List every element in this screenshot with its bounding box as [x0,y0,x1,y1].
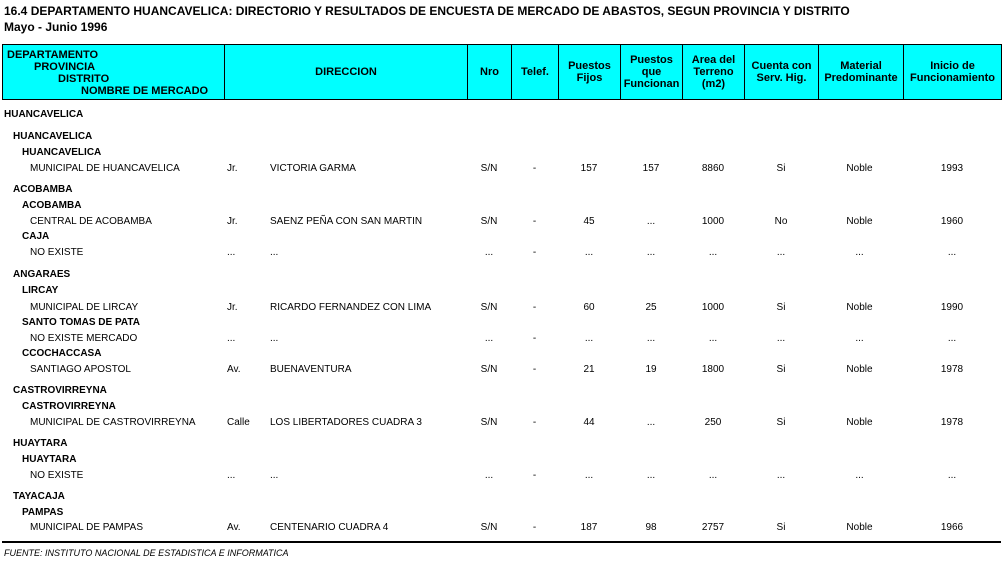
header-distrito: DISTRITO [58,73,110,85]
nro-cell: S/N [480,417,498,428]
puestos-fijos-cell: 157 [580,163,598,174]
cuenta-cell: Si [776,302,786,313]
via-type: Jr. [227,163,238,174]
puestos-funcionan-cell: 19 [645,364,657,375]
via-type: Calle [227,417,250,428]
area-cell: ... [708,333,718,344]
inicio-cell: 1993 [940,163,964,174]
direccion-cell: BUENAVENTURA [270,364,352,375]
header-nro: Nro [468,45,512,100]
header-inicio [904,45,1002,100]
header-line: Funcionan [623,78,680,90]
via-type: Av. [227,364,241,375]
material-cell: Noble [846,216,873,227]
material-cell: Noble [846,522,873,533]
distrito-name: ACOBAMBA [22,200,82,211]
telef-cell: - [532,364,537,375]
market-name: SANTIAGO APOSTOL [30,364,131,375]
via-type: ... [227,333,236,344]
header-hierarchy [3,45,225,100]
direccion-cell: ... [270,470,279,481]
distrito-name: HUANCAVELICA [22,147,102,158]
area-cell: 250 [704,417,722,428]
puestos-funcionan-cell: 157 [642,163,660,174]
material-cell: Noble [846,302,873,313]
cuenta-cell: Si [776,163,786,174]
puestos-funcionan-cell: ... [646,470,656,481]
nro-cell: S/N [480,163,498,174]
puestos-funcionan-cell: 98 [645,522,657,533]
puestos-fijos-cell: ... [584,333,594,344]
telef-cell: - [532,522,537,533]
puestos-fijos-cell: 21 [583,364,595,375]
header-line: Cuenta con [751,60,812,72]
inicio-cell: ... [947,470,957,481]
puestos-fijos-cell: 44 [583,417,595,428]
dist-row [0,347,1002,361]
dist-row [0,506,1002,520]
prov-row [0,437,1002,451]
material-cell: ... [855,470,864,481]
puestos-fijos-cell: 187 [580,522,598,533]
puestos-funcionan-cell: 25 [645,302,657,313]
distrito-name: PAMPAS [22,507,64,518]
material-cell: ... [855,333,864,344]
cuenta-cell: No [774,216,788,227]
provincia-name: ACOBAMBA [13,184,73,195]
cuenta-cell: ... [776,470,786,481]
header-line: Funcionamiento [910,72,995,84]
provincia-name: CASTROVIRREYNA [13,385,107,396]
departamento-name: HUANCAVELICA [4,109,84,120]
nro-cell: ... [484,470,494,481]
market-name: CENTRAL DE ACOBAMBA [30,216,152,227]
header-line: Puestos [630,54,673,66]
prov-row [0,490,1002,504]
cuenta-cell: Si [776,364,786,375]
header-line: Predominante [824,72,898,84]
material-cell: Noble [846,364,873,375]
table-row [0,301,1002,315]
area-cell: 2757 [701,522,725,533]
distrito-name: SANTO TOMAS DE PATA [22,317,140,328]
telef-cell: - [532,302,537,313]
header-line: (m2) [701,78,726,90]
table-title: 16.4 DEPARTAMENTO HUANCAVELICA: DIRECTORIO Y RESULTADOS DE ENCUESTA DE MERCADO DE ABASTOS, SEGUN PROVINCIA Y DISTRITO [4,4,850,18]
telef-cell: - [532,216,537,227]
via-type: Jr. [227,302,238,313]
dist-row [0,199,1002,213]
area-cell: ... [708,470,718,481]
dist-row [0,316,1002,330]
prov-row [0,268,1002,282]
nro-cell: S/N [480,216,498,227]
puestos-funcionan-cell: ... [646,247,656,258]
cuenta-cell: ... [776,247,786,258]
distrito-name: CAJA [22,231,50,242]
prov-row [0,130,1002,144]
nro-cell: S/N [480,364,498,375]
telef-cell: - [532,163,537,174]
dep-row [0,108,1002,122]
telef-cell: - [532,470,537,481]
direccion-cell: RICARDO FERNANDEZ CON LIMA [270,302,432,313]
distrito-name: HUAYTARA [22,454,77,465]
direccion-cell: LOS LIBERTADORES CUADRA 3 [270,417,422,428]
market-name: NO EXISTE [30,247,84,258]
market-name: MUNICIPAL DE HUANCAVELICA [30,163,180,174]
distrito-name: CCOCHACCASA [22,348,102,359]
nro-cell: S/N [480,522,498,533]
nro-cell: ... [484,247,494,258]
inicio-cell: ... [947,247,957,258]
telef-cell: - [532,247,537,258]
area-cell: 1000 [701,216,725,227]
puestos-funcionan-cell: ... [646,216,656,227]
header-direccion: DIRECCION [225,45,468,100]
market-name: MUNICIPAL DE PAMPAS [30,522,143,533]
header-material [819,45,904,100]
table-row [0,246,1002,260]
provincia-name: TAYACAJA [13,491,65,502]
table-row [0,469,1002,483]
area-cell: ... [708,247,718,258]
header-line: Puestos [568,60,611,72]
area-cell: 8860 [701,163,725,174]
market-name: MUNICIPAL DE LIRCAY [30,302,139,313]
header-line: Area del [691,54,736,66]
market-name: MUNICIPAL DE CASTROVIRREYNA [30,417,196,428]
dist-row [0,146,1002,160]
cuenta-cell: Si [776,417,786,428]
distrito-name: CASTROVIRREYNA [22,401,116,412]
provincia-name: ANGARAES [13,269,71,280]
header-telef: Telef. [512,45,559,100]
puestos-fijos-cell: 45 [583,216,595,227]
table-row [0,363,1002,377]
nro-cell: S/N [480,302,498,313]
direccion-cell: SAENZ PEÑA CON SAN MARTIN [270,216,423,227]
inicio-cell: 1960 [940,216,964,227]
header-departamento: DEPARTAMENTO [7,49,99,61]
cuenta-cell: ... [776,333,786,344]
header-puestos-fijos [559,45,621,100]
header-provincia: PROVINCIA [34,61,96,73]
area-cell: 1000 [701,302,725,313]
table-row [0,162,1002,176]
table-subtitle: Mayo - Junio 1996 [4,20,108,34]
cuenta-cell: Si [776,522,786,533]
header-line: Inicio de [930,60,975,72]
dist-row [0,284,1002,298]
via-type: ... [227,470,236,481]
puestos-fijos-cell: ... [584,247,594,258]
market-name: NO EXISTE MERCADO [30,333,138,344]
inicio-cell: 1978 [940,417,964,428]
material-cell: Noble [846,163,873,174]
dist-row [0,230,1002,244]
inicio-cell: 1978 [940,364,964,375]
area-cell: 1800 [701,364,725,375]
dist-row [0,400,1002,414]
inicio-cell: 1966 [940,522,964,533]
material-cell: Noble [846,417,873,428]
header-puestos-funcionan [621,45,683,100]
table-row [0,416,1002,430]
puestos-fijos-cell: 60 [583,302,595,313]
direccion-cell: ... [270,333,279,344]
header-area [683,45,745,100]
direccion-cell: CENTENARIO CUADRA 4 [270,522,389,533]
prov-row [0,384,1002,398]
prov-row [0,183,1002,197]
inicio-cell: 1990 [940,302,964,313]
puestos-fijos-cell: ... [584,470,594,481]
header-line: Material [840,60,882,72]
header-nombre-mercado: NOMBRE DE MERCADO [81,85,209,97]
puestos-funcionan-cell: ... [646,417,656,428]
header-line: Serv. Hig. [756,72,807,84]
dist-row [0,453,1002,467]
header-line: Terreno [693,66,734,78]
header-cuenta [745,45,819,100]
via-type: Jr. [227,216,238,227]
nro-cell: ... [484,333,494,344]
table-header [2,44,1002,100]
market-name: NO EXISTE [30,470,84,481]
table-row [0,332,1002,346]
direccion-cell: VICTORIA GARMA [270,163,356,174]
inicio-cell: ... [947,333,957,344]
direccion-cell: ... [270,247,279,258]
provincia-name: HUANCAVELICA [13,131,93,142]
table-row [0,215,1002,229]
via-type: Av. [227,522,241,533]
distrito-name: LIRCAY [22,285,59,296]
material-cell: ... [855,247,864,258]
source-note: FUENTE: INSTITUTO NACIONAL DE ESTADISTICA E INFORMATICA [4,548,289,558]
telef-cell: - [532,417,537,428]
via-type: ... [227,247,236,258]
header-line: Fijos [576,72,603,84]
table-row [0,521,1002,535]
provincia-name: HUAYTARA [13,438,68,449]
header-line: que [641,66,662,78]
telef-cell: - [532,333,537,344]
puestos-funcionan-cell: ... [646,333,656,344]
bottom-rule [2,541,1001,543]
